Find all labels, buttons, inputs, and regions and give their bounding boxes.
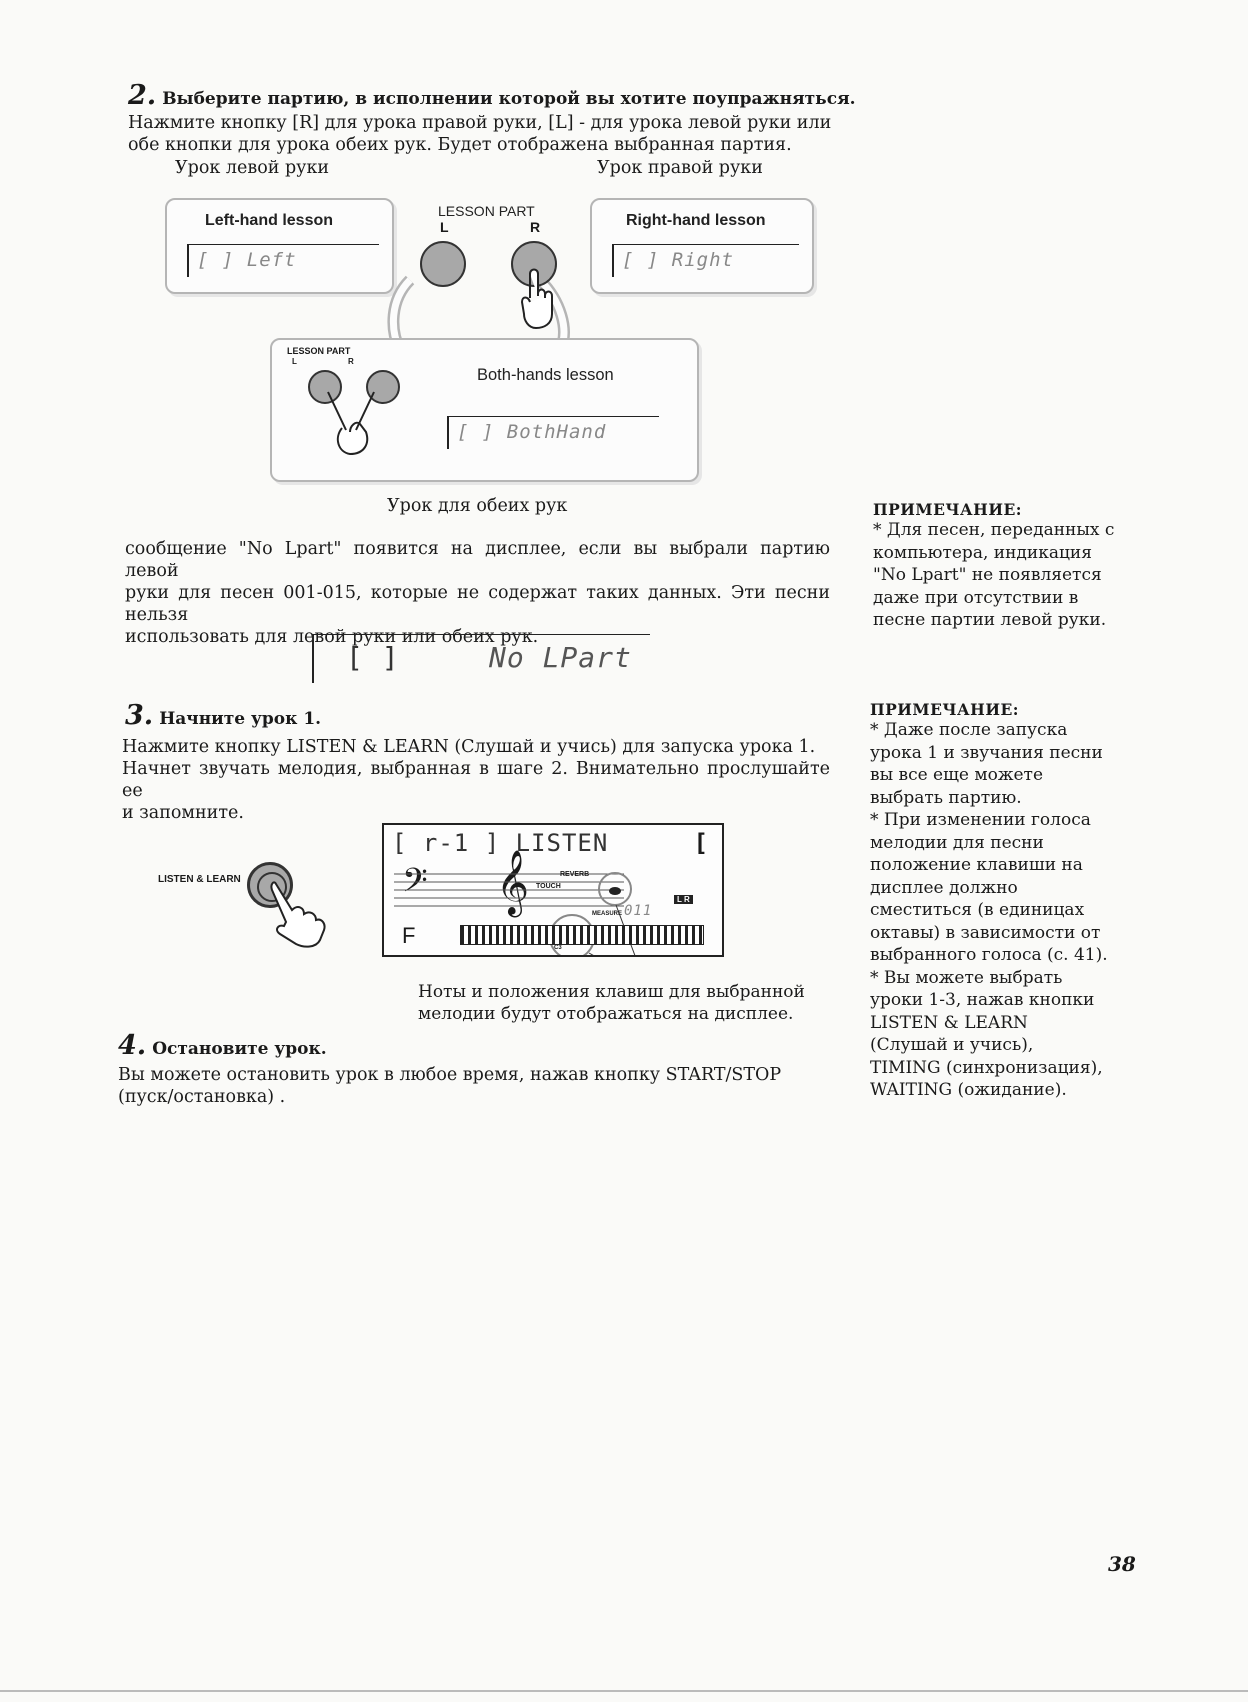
note2-line: октавы) в зависимости от bbox=[870, 922, 1101, 943]
note2-line: уроки 1-3, нажав кнопки bbox=[870, 990, 1095, 1010]
step3-caption bbox=[418, 981, 823, 1025]
lcd-lr-indicator: L R bbox=[674, 895, 693, 904]
left-display-text: [ ] Left bbox=[197, 249, 297, 271]
nolpart-line3: использовать для левой руки или обеих рук. bbox=[125, 627, 539, 647]
nolpart-display-text: No LPart bbox=[489, 641, 632, 674]
right-display-text: [ ] Right bbox=[622, 249, 734, 271]
left-hand-title: Left-hand lesson bbox=[205, 212, 334, 229]
lesson-part-label: LESSON PART bbox=[438, 203, 535, 219]
left-hand-bubble bbox=[165, 198, 394, 294]
note1-line: даже при отсутствии в bbox=[873, 587, 1079, 608]
lcd-right-bracket: [ bbox=[693, 829, 708, 857]
pointing-hand-icon bbox=[520, 268, 560, 330]
note2-line: дисплее должно bbox=[870, 877, 1018, 898]
note2-line: * При изменении голоса bbox=[870, 810, 1091, 830]
note2-body bbox=[870, 719, 1120, 1102]
two-finger-hand-icon bbox=[320, 388, 390, 458]
note1-line: компьютера, индикация bbox=[873, 542, 1092, 563]
nolpart-line1: сообщение "No Lpart" появится на дисплее, если вы выбрали партию левой bbox=[125, 539, 830, 581]
nolpart-text bbox=[125, 538, 830, 648]
note2-title: ПРИМЕЧАНИЕ: bbox=[870, 700, 1020, 719]
lcd-c3-label: C3 bbox=[554, 945, 562, 951]
both-hands-caption: Урок для обеих рук bbox=[387, 496, 568, 516]
lcd-f-label: F bbox=[402, 923, 416, 948]
bass-clef-icon: 𝄢 bbox=[402, 862, 428, 908]
note1-body bbox=[873, 519, 1123, 632]
note2 bbox=[870, 700, 1120, 1102]
both-hands-title: Both-hands lesson bbox=[477, 366, 614, 384]
step2-line2: обе кнопки для урока обеих рук. Будет отображена выбранная партия. bbox=[128, 135, 792, 155]
right-caption: Урок правой руки bbox=[597, 158, 763, 178]
lesson-part-r-label: R bbox=[530, 219, 541, 235]
note2-line: сместиться (в единицах bbox=[870, 900, 1085, 920]
scan-edge bbox=[0, 1690, 1248, 1692]
small-r-label: R bbox=[348, 357, 354, 366]
lcd-measure: MEASURE bbox=[592, 911, 623, 917]
note2-line: положение клавиши на bbox=[870, 855, 1083, 875]
step3-caption-line2: мелодии будут отображаться на дисплее. bbox=[418, 1004, 794, 1024]
right-hand-display bbox=[612, 244, 799, 277]
lcd-reverb: REVERB bbox=[560, 871, 590, 878]
step3-heading bbox=[125, 700, 321, 731]
step3-line2: Начнет звучать мелодия, выбранная в шаге 2. Внимательно прослушайте ее bbox=[122, 759, 830, 801]
note1-title: ПРИМЕЧАНИЕ: bbox=[873, 500, 1023, 519]
lesson-part-l-button[interactable] bbox=[420, 241, 466, 287]
listen-learn-label: LISTEN & LEARN bbox=[158, 874, 241, 885]
step4-number: 4. bbox=[118, 1030, 147, 1061]
nolpart-line2: руки для песен 001-015, которые не содержат таких данных. Эти песни нельзя bbox=[125, 583, 830, 625]
note1-line: * Для песен, переданных с bbox=[873, 520, 1115, 540]
note1-line: "No Lpart" не появляется bbox=[873, 565, 1102, 585]
both-hands-bubble bbox=[270, 338, 699, 482]
step2-heading bbox=[128, 80, 856, 111]
note2-line: WAITING (ожидание). bbox=[870, 1080, 1067, 1100]
note2-line: мелодии для песни bbox=[870, 832, 1044, 853]
step3-line3: и запомните. bbox=[122, 803, 244, 823]
step3-text bbox=[122, 736, 830, 824]
left-caption: Урок левой руки bbox=[175, 158, 330, 178]
lesson-part-l-label: L bbox=[440, 219, 449, 235]
note2-line: * Вы можете выбрать bbox=[870, 967, 1063, 988]
both-hands-display bbox=[447, 416, 659, 449]
step4-heading bbox=[118, 1030, 327, 1061]
note2-line: TIMING (синхронизация), bbox=[870, 1057, 1103, 1078]
treble-clef-icon: 𝄞 bbox=[496, 850, 530, 915]
step2-title: Выберите партию, в исполнении которой вы хотите поупражняться. bbox=[162, 89, 856, 109]
step3-line1: Нажмите кнопку LISTEN & LEARN (Слушай и учись) для запуска урока 1. bbox=[122, 737, 816, 757]
both-display-text: [ ] BothHand bbox=[457, 421, 607, 443]
step2-line1: Нажмите кнопку [R] для урока правой руки, [L] - для урока левой руки или bbox=[128, 113, 832, 133]
note2-line: LISTEN & LEARN bbox=[870, 1012, 1028, 1033]
note2-line: (Слушай и учись), bbox=[870, 1035, 1034, 1055]
small-lesson-part-label: LESSON PART bbox=[287, 346, 351, 356]
nolpart-brackets: [ ] bbox=[346, 641, 400, 674]
pressing-hand-icon bbox=[270, 880, 330, 950]
lcd-top-text: [ r-1 ] LISTEN bbox=[392, 829, 609, 857]
lcd-measure-value: 011 bbox=[624, 903, 653, 919]
right-hand-title: Right-hand lesson bbox=[626, 212, 766, 229]
note2-line: вы все еще можете bbox=[870, 765, 1044, 785]
nolpart-display bbox=[312, 634, 650, 683]
step2-text bbox=[128, 112, 838, 156]
step2-number: 2. bbox=[128, 80, 157, 111]
right-hand-bubble bbox=[590, 198, 814, 294]
main-lcd-display bbox=[382, 823, 724, 957]
connector-lines bbox=[380, 240, 600, 350]
lcd-keyboard bbox=[460, 925, 704, 945]
step3-number: 3. bbox=[125, 700, 154, 731]
note1-line: песне партии левой руки. bbox=[873, 610, 1107, 630]
step3-caption-line1: Ноты и положения клавиш для выбранной bbox=[418, 982, 805, 1002]
left-hand-display bbox=[187, 244, 379, 277]
step3-title: Начните урок 1. bbox=[159, 709, 322, 729]
step4-text bbox=[118, 1064, 820, 1108]
note2-line: выбранного голоса (с. 41). bbox=[870, 945, 1108, 965]
note2-line: выбрать партию. bbox=[870, 787, 1022, 808]
note1 bbox=[873, 500, 1123, 632]
page-number: 38 bbox=[1108, 1552, 1136, 1576]
note2-line: урока 1 и звучания песни bbox=[870, 742, 1103, 763]
lcd-touch: TOUCH bbox=[536, 883, 561, 890]
step4-line2: (пуск/остановка) . bbox=[118, 1087, 286, 1107]
step4-title: Остановите урок. bbox=[152, 1039, 327, 1059]
note2-line: * Даже после запуска bbox=[870, 720, 1068, 740]
small-l-label: L bbox=[292, 357, 297, 366]
step4-line1: Вы можете остановить урок в любое время, нажав кнопку START/STOP bbox=[118, 1065, 782, 1085]
